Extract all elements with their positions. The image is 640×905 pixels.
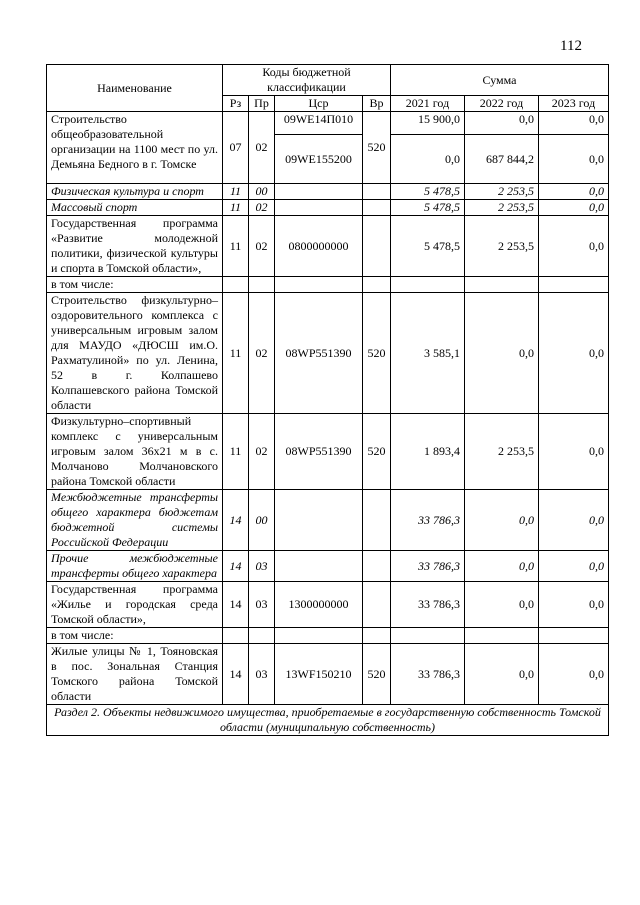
row-rz: 11 bbox=[223, 200, 249, 216]
header-sum: Сумма bbox=[391, 65, 609, 96]
row-2023: 0,0 bbox=[539, 135, 609, 184]
row-2021: 5 478,5 bbox=[391, 200, 465, 216]
row-2023: 0,0 bbox=[539, 184, 609, 200]
row-2021: 33 786,3 bbox=[391, 490, 465, 551]
row-2021: 33 786,3 bbox=[391, 551, 465, 582]
row-name: Государственная программа «Развитие молодежной политики, физической культуры и спорта в Томской области», bbox=[47, 216, 223, 277]
table-row bbox=[47, 277, 609, 293]
row-name: в том числе: bbox=[47, 628, 223, 644]
row-vr bbox=[363, 490, 391, 551]
table-row bbox=[47, 644, 609, 705]
row-2022: 0,0 bbox=[465, 644, 539, 705]
row-2021: 33 786,3 bbox=[391, 582, 465, 628]
row-pr: 02 bbox=[249, 200, 275, 216]
row-vr: 520 bbox=[363, 293, 391, 414]
row-2022: 0,0 bbox=[465, 551, 539, 582]
row-pr: 00 bbox=[249, 490, 275, 551]
row-2022: 0,0 bbox=[465, 293, 539, 414]
table-row bbox=[47, 112, 609, 135]
table-row bbox=[47, 414, 609, 490]
row-2021: 1 893,4 bbox=[391, 414, 465, 490]
row-vr bbox=[363, 200, 391, 216]
row-pr: 00 bbox=[249, 184, 275, 200]
row-2021: 33 786,3 bbox=[391, 644, 465, 705]
header-2023: 2023 год bbox=[539, 96, 609, 112]
table-row bbox=[47, 582, 609, 628]
row-2023: 0,0 bbox=[539, 644, 609, 705]
table-row bbox=[47, 551, 609, 582]
row-csr: 08WP551390 bbox=[275, 414, 363, 490]
row-name: Строительство физкультурно–оздоровительного комплекса с универсальным игровым залом для МАУДО «ДЮСШ им.О. Рахматулиной» по ул. Ленина, 52 в г. Колпашево Колпашевского района Томской области bbox=[47, 293, 223, 414]
header-2021: 2021 год bbox=[391, 96, 465, 112]
row-vr: 520 bbox=[363, 644, 391, 705]
table-row bbox=[47, 293, 609, 414]
row-2021: 15 900,0 bbox=[391, 112, 465, 135]
row-vr bbox=[363, 184, 391, 200]
row-2023: 0,0 bbox=[539, 200, 609, 216]
table-row bbox=[47, 628, 609, 644]
section-caption-row bbox=[47, 705, 609, 736]
row-name: Строительство общеобразовательной организации на 1100 мест по ул. Демьяна Бедного в г. Томске bbox=[47, 112, 223, 184]
table-row bbox=[47, 184, 609, 200]
row-csr bbox=[275, 184, 363, 200]
header-csr: Цср bbox=[275, 96, 363, 112]
row-rz: 14 bbox=[223, 490, 249, 551]
header-name: Наименование bbox=[47, 65, 223, 112]
header-2022: 2022 год bbox=[465, 96, 539, 112]
header-codes: Коды бюджетной классификации bbox=[223, 65, 391, 96]
row-pr: 03 bbox=[249, 582, 275, 628]
row-csr: 13WF150210 bbox=[275, 644, 363, 705]
row-rz: 14 bbox=[223, 644, 249, 705]
table-row bbox=[47, 490, 609, 551]
row-vr bbox=[363, 216, 391, 277]
row-csr: 0800000000 bbox=[275, 216, 363, 277]
row-2021: 5 478,5 bbox=[391, 216, 465, 277]
row-2022: 2 253,5 bbox=[465, 216, 539, 277]
row-2022: 2 253,5 bbox=[465, 414, 539, 490]
row-2022: 687 844,2 bbox=[465, 135, 539, 184]
row-name: Государственная программа «Жилье и городская среда Томской области», bbox=[47, 582, 223, 628]
row-pr: 03 bbox=[249, 551, 275, 582]
row-2021: 5 478,5 bbox=[391, 184, 465, 200]
row-2021: 3 585,1 bbox=[391, 293, 465, 414]
row-pr: 02 bbox=[249, 293, 275, 414]
row-csr: 1300000000 bbox=[275, 582, 363, 628]
header-rz: Рз bbox=[223, 96, 249, 112]
row-csr bbox=[275, 200, 363, 216]
section-caption: Раздел 2. Объекты недвижимого имущества, приобретаемые в государственную собственность Томской области (муниципальную собственность) bbox=[47, 705, 609, 736]
row-rz: 07 bbox=[223, 112, 249, 184]
row-2022: 0,0 bbox=[465, 112, 539, 135]
row-name: в том числе: bbox=[47, 277, 223, 293]
row-pr: 02 bbox=[249, 216, 275, 277]
row-rz: 11 bbox=[223, 293, 249, 414]
row-2023: 0,0 bbox=[539, 551, 609, 582]
row-2023: 0,0 bbox=[539, 414, 609, 490]
row-2021: 0,0 bbox=[391, 135, 465, 184]
row-2022: 2 253,5 bbox=[465, 200, 539, 216]
row-2023: 0,0 bbox=[539, 293, 609, 414]
row-name: Жилые улицы № 1, Тояновская в пос. Зональная Станция Томского района Томской области bbox=[47, 644, 223, 705]
header-pr: Пр bbox=[249, 96, 275, 112]
row-rz: 11 bbox=[223, 216, 249, 277]
row-name: Межбюджетные трансферты общего характера бюджетам бюджетной системы Российской Федерации bbox=[47, 490, 223, 551]
row-rz: 11 bbox=[223, 414, 249, 490]
row-2023: 0,0 bbox=[539, 216, 609, 277]
row-csr bbox=[275, 551, 363, 582]
header-vr: Вр bbox=[363, 96, 391, 112]
budget-table bbox=[46, 64, 609, 736]
row-rz: 11 bbox=[223, 184, 249, 200]
row-2022: 0,0 bbox=[465, 582, 539, 628]
row-csr: 09WE14П010 bbox=[275, 112, 363, 135]
row-2023: 0,0 bbox=[539, 490, 609, 551]
row-name: Массовый спорт bbox=[47, 200, 223, 216]
row-vr: 520 bbox=[363, 112, 391, 184]
row-pr: 02 bbox=[249, 414, 275, 490]
page-number: 112 bbox=[560, 38, 582, 54]
row-pr: 03 bbox=[249, 644, 275, 705]
row-pr: 02 bbox=[249, 112, 275, 184]
row-2022: 2 253,5 bbox=[465, 184, 539, 200]
row-csr: 08WP551390 bbox=[275, 293, 363, 414]
row-2023: 0,0 bbox=[539, 582, 609, 628]
row-rz: 14 bbox=[223, 551, 249, 582]
row-vr bbox=[363, 551, 391, 582]
table-row bbox=[47, 200, 609, 216]
row-vr bbox=[363, 582, 391, 628]
row-name: Прочие межбюджетные трансферты общего характера bbox=[47, 551, 223, 582]
row-2022: 0,0 bbox=[465, 490, 539, 551]
row-rz: 14 bbox=[223, 582, 249, 628]
row-csr: 09WE155200 bbox=[275, 135, 363, 184]
row-name: Физкультурно–спортивный комплекс с универсальным игровым залом 36х21 м в с. Молчаново Молчановского района Томской области bbox=[47, 414, 223, 490]
row-vr: 520 bbox=[363, 414, 391, 490]
table-row bbox=[47, 216, 609, 277]
row-name: Физическая культура и спорт bbox=[47, 184, 223, 200]
row-csr bbox=[275, 490, 363, 551]
row-2023: 0,0 bbox=[539, 112, 609, 135]
